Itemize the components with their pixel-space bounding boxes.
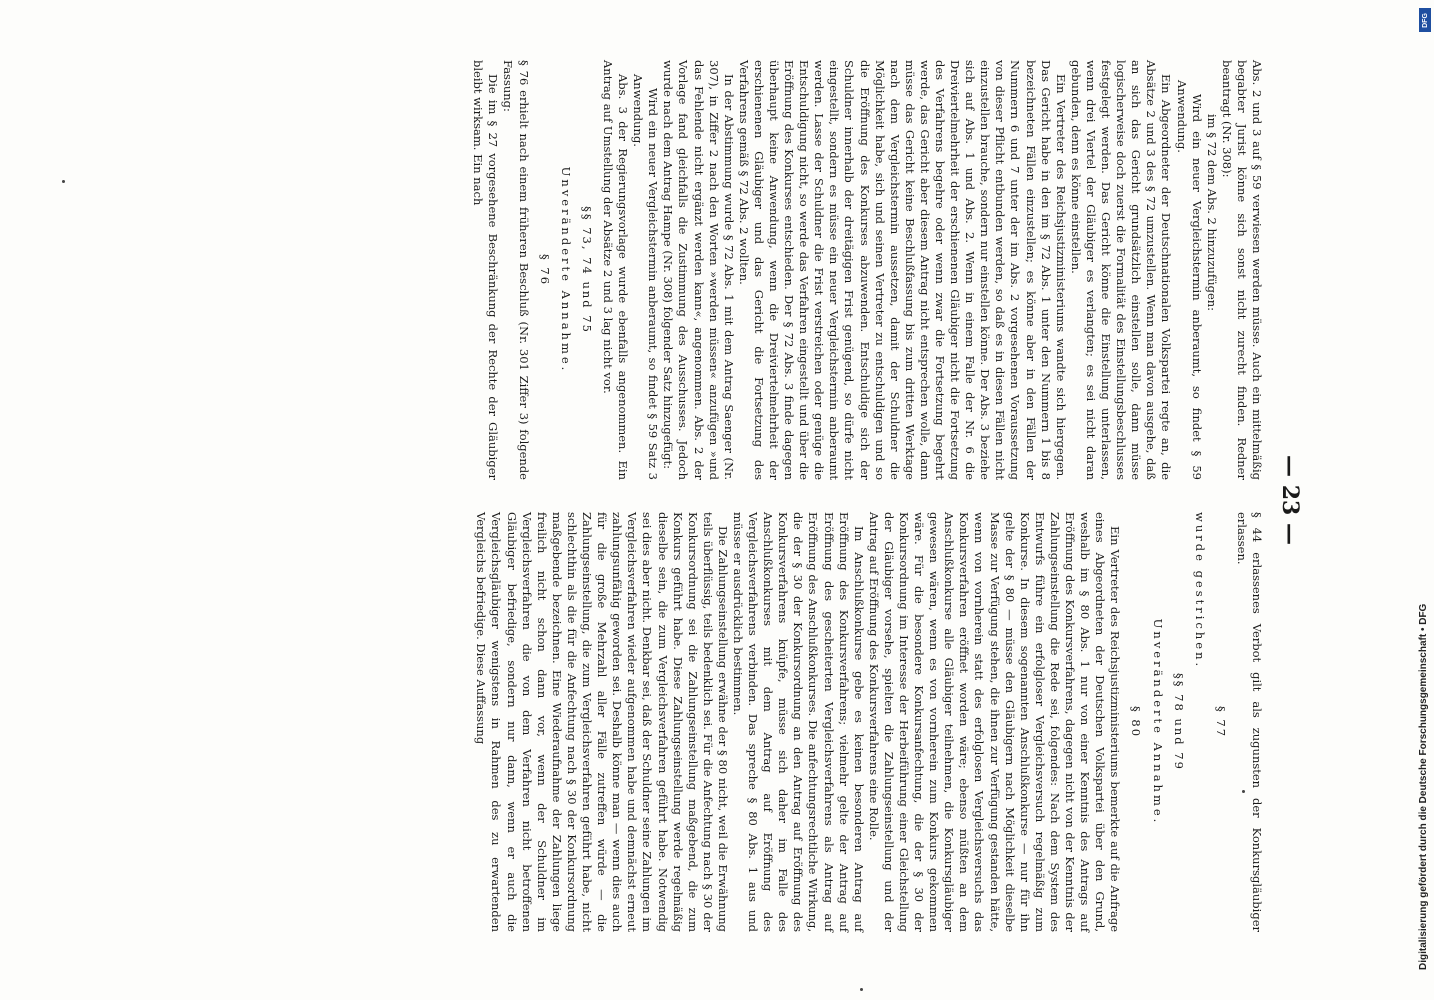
scan-speck xyxy=(1242,790,1245,793)
left-text-column xyxy=(470,60,1264,480)
scan-speck xyxy=(62,180,65,183)
paragraph: Wird ein neuer Vergleichstermin anberaumt, so findet § 59 Anwendung. xyxy=(1174,80,1204,480)
section-note: Unveränderte Annahme. xyxy=(1150,618,1165,826)
rotated-page-content xyxy=(90,60,1310,940)
paragraph: Die Zahlungseinstellung erwähne der § 80 nicht, weil die Erwähnung teils überflüssig, teils bedenklich sei. Für die Anfechtung nach § 30 der Konkursordnung sei die Zahlungseinstellung maßgebend, die zum Konkurs geführt habe. Diese Zahlungseinstellung werde regelmäßig dieselbe sein, die zum Vergleichsverfahren geführt habe. Notwendig sei dies aber nicht. Denkbar sei, daß der Schuldner seine Zahlungen im Vergleichsverfahren wieder aufgenommen habe und demnächst erneut zahlungsunfähig geworden sei. Deshalb könne man — wenn dies auch für die große Mehrzahl aller Fälle zutreffen würde — die Zahlungseinstellung, die zum Vergleichsverfahren geführt habe, nicht schlechthin als die für die Anfechtung nach § 30 der Konkursordnung maßgebende bezeichnen. Eine Wiederaufnahme der Zahlungen liege freilich nicht schon dann vor, wenn der Schuldner im Vergleichsverfahren die von dem Verfahren nicht betroffenen Gläubiger befriedige, sondern nur dann, wenn er auch die Vergleichsgläubiger wenigstens in Rahmen des zu erwartenden Vergleichs befriedige. Diese Auffassung xyxy=(474,512,730,932)
section-heading: § 76 xyxy=(537,253,552,287)
paragraph: Ein Vertreter des Reichsjustizministeriums bemerkte auf die Anfrage eines Abgeordneten der Deutschen Volkspartei über den Grund, weshalb im § 80 Abs. 1 nur von einer Kenntnis des Antrags auf Eröffnung des Konkursverfahrens, dagegen nicht von der Kenntnis der Zahlungseinstellung die Rede sei, folgendes: Nach dem System des Entwurfs führe ein erfolgloser Vergleichsversuch regelmäßig zum Konkurse. In diesem sogenannten Anschlußkonkurse — nur für ihn gelte der § 80 — müsse den Gläubigern nach Möglichkeit dieselbe Masse zur Verfügung stehen, die ihnen zur Verfügung gestanden hätte, wenn von vornherein statt des erfolglosen Vergleichsversuchs das Konkursverfahren eröffnet worden wäre; ebenso müßten an dem Anschlußkonkurse alle Gläubiger teilnehmen, die Konkursgläubiger gewesen wären, wenn es von vornherein zum Konkurs gekommen wäre. Für die besondere Konkursanfechtung, die der § 30 der Konkursordnung im Interesse der Herbeiführung einer Gleichstellung der Gläubiger vorsehe, spielten die Zahlungseinstellung und der Antrag auf Eröffnung des Konkursverfahrens eine Rolle. xyxy=(866,512,1123,932)
paragraph: wurde gestrichen. xyxy=(1192,512,1207,670)
paragraph: Wird ein neuer Vergleichstermin anberaumt, so findet § 59 Satz 3 Anwendung. xyxy=(631,74,661,480)
paragraph: Abs. 3 der Regierungsvorlage wurde ebenfalls angenommen. Ein Antrag auf Umstellung der Absätze 2 und 3 lag nicht vor. xyxy=(600,60,631,480)
paragraph: Abs. 2 und 3 auf § 59 verwiesen werden müsse. Auch ein mittelmäßig begabter Jurist könne sich sonst nicht zurecht finden. Redner beantragt (Nr. 308): xyxy=(1219,60,1264,480)
paragraph: § 76 erhielt nach einem früheren Beschluß (Nr. 301 Ziffer 3) folgende Fassung: xyxy=(501,60,531,480)
right-text-column xyxy=(473,512,1264,932)
section-heading: § 77 xyxy=(1213,705,1228,739)
page-number-header: — 23 — xyxy=(1277,455,1303,545)
paragraph: Im Anschlußkonkurse gebe es keinen besonderen Antrag auf Eröffnung des Konkursverfahrens; vielmehr gelte der Antrag auf Eröffnung des gescheiterten Vergleichsverfahrens als Antrag auf Eröffnung des Anschlußkonkurses. Die anfechtungsrechtliche Wirkung, die der § 30 der Konkursordnung an den Antrag auf Eröffnung des Konkursverfahrens knüpfe, müsse sich daher im Falle des Anschlußkonkurses mit dem Antrag auf Eröffnung des Vergleichsverfahrens verbinden. Das spreche § 80 Abs. 1 aus und müsse er ausdrücklich bestimmen. xyxy=(731,512,866,932)
paragraph: Die im § 27 vorgesehene Beschränkung der Rechte der Gläubiger bleibt wirksam. Ein nach xyxy=(471,60,501,480)
section-note: Unveränderte Annahme. xyxy=(558,166,573,374)
dfg-logo-icon: DFG xyxy=(1419,8,1431,32)
paragraph: Ein Vertreter des Reichsjustizministeriums wandte sich hiergegen. Das Gericht habe in den im § 72 Abs. 1 unter den Nummern 1 bis 8 bezeichneten Fällen einzustellen; es könne aber in den Fällen der Nummern 6 und 7 unter der im Abs. 2 vorgesehenen Voraussetzung von dieser Pflicht entbunden werden, so daß es in diesen Fällen nicht einzustellen brauche, sondern nur einstellen könne. Der Abs. 3 beziehe sich auf Abs. 1 und Abs. 2. Wenn in einem Falle der Nr. 6 die Dreiviertelmehrheit der erschienenen Gläubiger nicht die Fortsetzung des Verfahrens begehre oder wenn zwar die Fortsetzung begehrt werde, das Gericht aber diesem Antrag nicht entsprechen wolle, dann müsse das Gericht keine Beschlußfassung bis zum dritten Werktage nach dem Vergleichstermin aussetzen, damit der Schuldner die Möglichkeit habe, sich und seinen Vertreter zu entschuldigen und so die Eröffnung des Konkurses abzuwenden. Entschuldige sich der Schuldner innerhalb der dreitägigen Frist genügend, so dürfe nicht eingestellt, sondern es müsse ein neuer Vergleichstermin anberaumt werden. Lasse der Schuldner die Frist verstreichen oder genüge die Entschuldigung nicht, so werde das Verfahren eingestellt und über die Eröffnung des Konkurses entschieden. Der § 72 Abs. 3 finde dagegen überhaupt keine Anwendung, wenn die Dreiviertelmehrheit der erschienenen Gläubiger und das Gericht die Fortsetzung des Verfahrens gemäß § 72 Abs. 2 wollten. xyxy=(736,60,1068,480)
paragraph: § 44 erlassenes Verbot gilt als zugunsten der Konkursgläubiger erlassen. xyxy=(1234,512,1264,932)
section-heading: § 80 xyxy=(1129,705,1144,739)
paragraph: In der Abstimmung wurde § 72 Abs. 1 mit dem Antrag Saenger (Nr. 307), in Ziffer 2 nach den Worten »werden müssen« anzufügen »und das Fehlende nicht ergänzt werden kann«, angenommen. Abs. 2 der Vorlage fand gleichfalls die Zustimmung des Ausschusses. Jedoch wurde nach dem Antrag Hampe (Nr. 308) folgender Satz hinzugefügt: xyxy=(661,60,736,480)
paragraph: Ein Abgeordneter der Deutschnationalen Volkspartei regte an, die Absätze 2 und 3 des § 72 umzustellen. Wenn man davon ausgehe, daß an sich das Gericht grundsätzlich einstellen solle, dann müsse logischerweise doch zuerst die Formalität des Einstellungsbeschlusses festgelegt werden. Das Gericht könne die Einstellung unterlassen, wenn drei Viertel der Gläubiger es verlangten; es sei nicht daran gebunden, denn es könne einstellen. xyxy=(1068,60,1174,480)
digitization-credit xyxy=(1417,10,1431,990)
paragraph: im § 72 dem Abs. 2 hinzuzufügen: xyxy=(1204,114,1219,312)
section-heading: §§ 78 und 79 xyxy=(1171,673,1186,771)
section-heading: §§ 73, 74 und 75 xyxy=(579,206,594,334)
scan-speck xyxy=(860,988,863,991)
digitization-credit-text: Digitalisierung gefördert durch die Deutsche Forschungsgemeinschaft • DFG xyxy=(1418,603,1429,970)
